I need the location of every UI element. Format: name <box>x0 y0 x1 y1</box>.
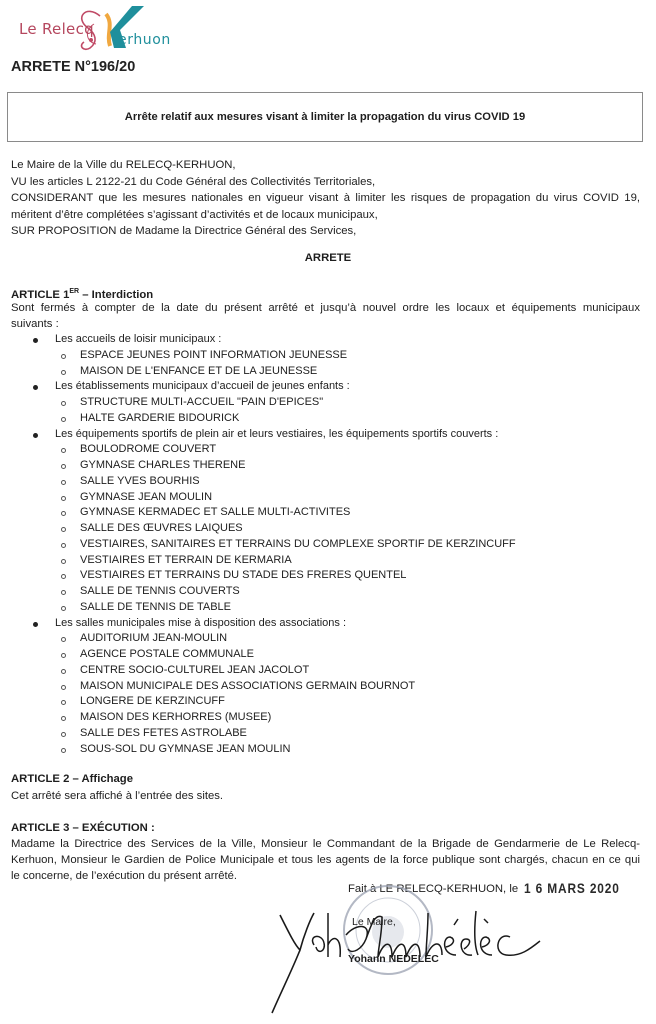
list-item <box>0 600 656 616</box>
list-item <box>0 679 656 695</box>
bullet-icon <box>33 433 38 438</box>
logo-text-kerhuon: erhuon <box>118 32 171 48</box>
circle-bullet-icon <box>61 401 66 406</box>
circle-bullet-icon <box>61 669 66 674</box>
list-item-label: VESTIAIRES ET TERRAIN DE KERMARIA <box>80 553 292 566</box>
article1-heading-prefix: ARTICLE 1 <box>11 288 70 301</box>
circle-bullet-icon <box>61 748 66 753</box>
list-item <box>0 490 656 506</box>
list-item-label: SALLE DE TENNIS COUVERTS <box>80 585 240 597</box>
list-item-label: AGENCE POSTALE COMMUNALE <box>80 648 254 660</box>
circle-bullet-icon <box>61 527 66 532</box>
decision-heading: ARRETE <box>304 252 352 264</box>
circle-bullet-icon <box>61 685 66 690</box>
circle-bullet-icon <box>61 354 66 359</box>
list-item-label: MAISON DES KERHORRES (MUSEE) <box>80 711 272 723</box>
preamble-line-vu: VU les articles L 2122-21 du Code Général des Collectivités Territoriales, <box>11 176 376 188</box>
article1-intro-line2: suivants : <box>11 318 59 330</box>
list-item-label: MAISON DE L'ENFANCE ET DE LA JEUNESSE <box>80 364 318 377</box>
article3-heading: ARTICLE 3 – EXÉCUTION : <box>11 822 155 834</box>
list-item <box>0 348 656 364</box>
list-item-label: ESPACE JEUNES POINT INFORMATION JEUNESSE <box>80 348 348 361</box>
list-item-label: SALLE DES ŒUVRES LAIQUES <box>80 522 243 534</box>
list-item-label: SALLE DES FETES ASTROLABE <box>80 726 247 739</box>
list-item-label: AUDITORIUM JEAN-MOULIN <box>80 632 228 645</box>
preamble-line-meritent: méritent d’être complétées s’agissant d’activités et de locaux municipaux, <box>11 209 378 221</box>
signature-role: Le Maire, <box>352 916 396 928</box>
list-item-label: SALLE YVES BOURHIS <box>80 474 200 487</box>
article1-heading-sup: ER <box>69 288 80 295</box>
list-item-label: LONGERE DE KERZINCUFF <box>80 695 225 708</box>
circle-bullet-icon <box>61 700 66 705</box>
circle-bullet-icon <box>61 480 66 485</box>
circle-bullet-icon <box>61 370 66 375</box>
circle-bullet-icon <box>61 559 66 564</box>
bullet-icon <box>33 338 38 343</box>
article1-heading-suffix: – Interdiction <box>79 288 154 301</box>
circle-bullet-icon <box>61 716 66 721</box>
circle-bullet-icon <box>61 417 66 422</box>
list-item-label: CENTRE SOCIO-CULTUREL JEAN JACOLOT <box>80 663 310 676</box>
list-item <box>0 647 656 663</box>
article2-body: Cet arrêté sera affiché à l’entrée des sites. <box>11 790 224 802</box>
arrete-number: ARRETE N°196/20 <box>11 59 136 75</box>
closure-list <box>0 332 656 757</box>
list-group-label: Les salles municipales mise à disposition des associations : <box>55 616 347 629</box>
list-item-label: GYMNASE CHARLES THERENE <box>80 459 246 471</box>
bullet-icon <box>33 385 38 390</box>
list-group-label: Les équipements sportifs de plein air et leurs vestiaires, les équipements sportifs couverts : <box>55 427 499 440</box>
list-item <box>0 742 656 758</box>
list-item-label: VESTIAIRES, SANITAIRES ET TERRAINS DU COMPLEXE SPORTIF DE KERZINCUFF <box>80 537 516 550</box>
circle-bullet-icon <box>61 590 66 595</box>
list-item <box>0 584 656 600</box>
circle-bullet-icon <box>61 637 66 642</box>
list-group <box>0 332 656 348</box>
list-item-label: SOUS-SOL DU GYMNASE JEAN MOULIN <box>80 742 291 755</box>
signatory-name: Yohann NEDELEC <box>348 953 439 965</box>
list-item <box>0 710 656 726</box>
date-stamp: 1 6 MARS 2020 <box>524 880 620 896</box>
list-item <box>0 474 656 490</box>
article3-line3: le concerne, de l’exécution du présent arrêté. <box>11 870 238 882</box>
circle-bullet-icon <box>61 543 66 548</box>
list-group <box>0 616 656 632</box>
list-item-label: STRUCTURE MULTI-ACCUEIL "PAIN D'EPICES" <box>80 396 324 408</box>
list-item <box>0 458 656 474</box>
list-item <box>0 521 656 537</box>
list-group <box>0 427 656 443</box>
circle-bullet-icon <box>61 732 66 737</box>
document-title: Arrête relatif aux mesures visant à limiter la propagation du virus COVID 19 <box>124 111 526 123</box>
list-item-label: GYMNASE KERMADEC ET SALLE MULTI-ACTIVITES <box>80 506 351 519</box>
document-title-box <box>7 92 643 142</box>
circle-bullet-icon <box>61 653 66 658</box>
circle-bullet-icon <box>61 448 66 453</box>
circle-bullet-icon <box>61 511 66 516</box>
list-item <box>0 364 656 380</box>
list-item <box>0 631 656 647</box>
logo-text-le-relecq: Le Relecq <box>19 20 94 38</box>
list-item <box>0 568 656 584</box>
list-item-label: GYMNASE JEAN MOULIN <box>80 490 213 503</box>
list-item-label: MAISON MUNICIPALE DES ASSOCIATIONS GERMAIN BOURNOT <box>80 679 416 692</box>
list-group-label: Les établissements municipaux d’accueil de jeunes enfants : <box>55 380 350 393</box>
article3-line1: Madame la Directrice des Services de la Ville, Monsieur le Commandant de la Brigade de Gendarmerie de Le Relecq- <box>11 838 640 850</box>
circle-bullet-icon <box>61 496 66 501</box>
list-item <box>0 663 656 679</box>
circle-bullet-icon <box>61 606 66 611</box>
list-group <box>0 379 656 395</box>
list-item <box>0 442 656 458</box>
signature-place: Fait à LE RELECQ-KERHUON, le <box>348 883 519 895</box>
list-item-label: SALLE DE TENNIS DE TABLE <box>80 600 232 613</box>
bullet-icon <box>33 622 38 627</box>
list-item <box>0 411 656 427</box>
list-item-label: HALTE GARDERIE BIDOURICK <box>80 411 240 424</box>
list-item <box>0 694 656 710</box>
list-item-label: VESTIAIRES ET TERRAINS DU STADE DES FRERES QUENTEL <box>80 569 407 582</box>
list-item <box>0 726 656 742</box>
list-group-label: Les accueils de loisir municipaux : <box>55 333 222 345</box>
list-item <box>0 537 656 553</box>
preamble-line-considerant: CONSIDERANT que les mesures nationales en vigueur visant à limiter les risques de propagation du virus COVID 19, <box>11 192 640 204</box>
circle-bullet-icon <box>61 464 66 469</box>
circle-bullet-icon <box>61 574 66 579</box>
preamble-line-mayor: Le Maire de la Ville du RELECQ-KERHUON, <box>11 159 236 171</box>
list-item <box>0 395 656 411</box>
article3-line2: Kerhuon, Monsieur le Gardien de Police Municipale et tous les agents de la force publique sont chargés, chacun en ce qui <box>11 854 640 866</box>
list-item <box>0 505 656 521</box>
article1-intro-line1: Sont fermés à compter de la date du présent arrêté et jusqu’à nouvel ordre les locaux et équipements municipaux <box>11 302 640 314</box>
list-item <box>0 553 656 569</box>
article2-heading: ARTICLE 2 – Affichage <box>11 773 133 785</box>
list-item-label: BOULODROME COUVERT <box>80 443 217 456</box>
preamble-line-proposition: SUR PROPOSITION de Madame la Directrice Général des Services, <box>11 225 357 237</box>
